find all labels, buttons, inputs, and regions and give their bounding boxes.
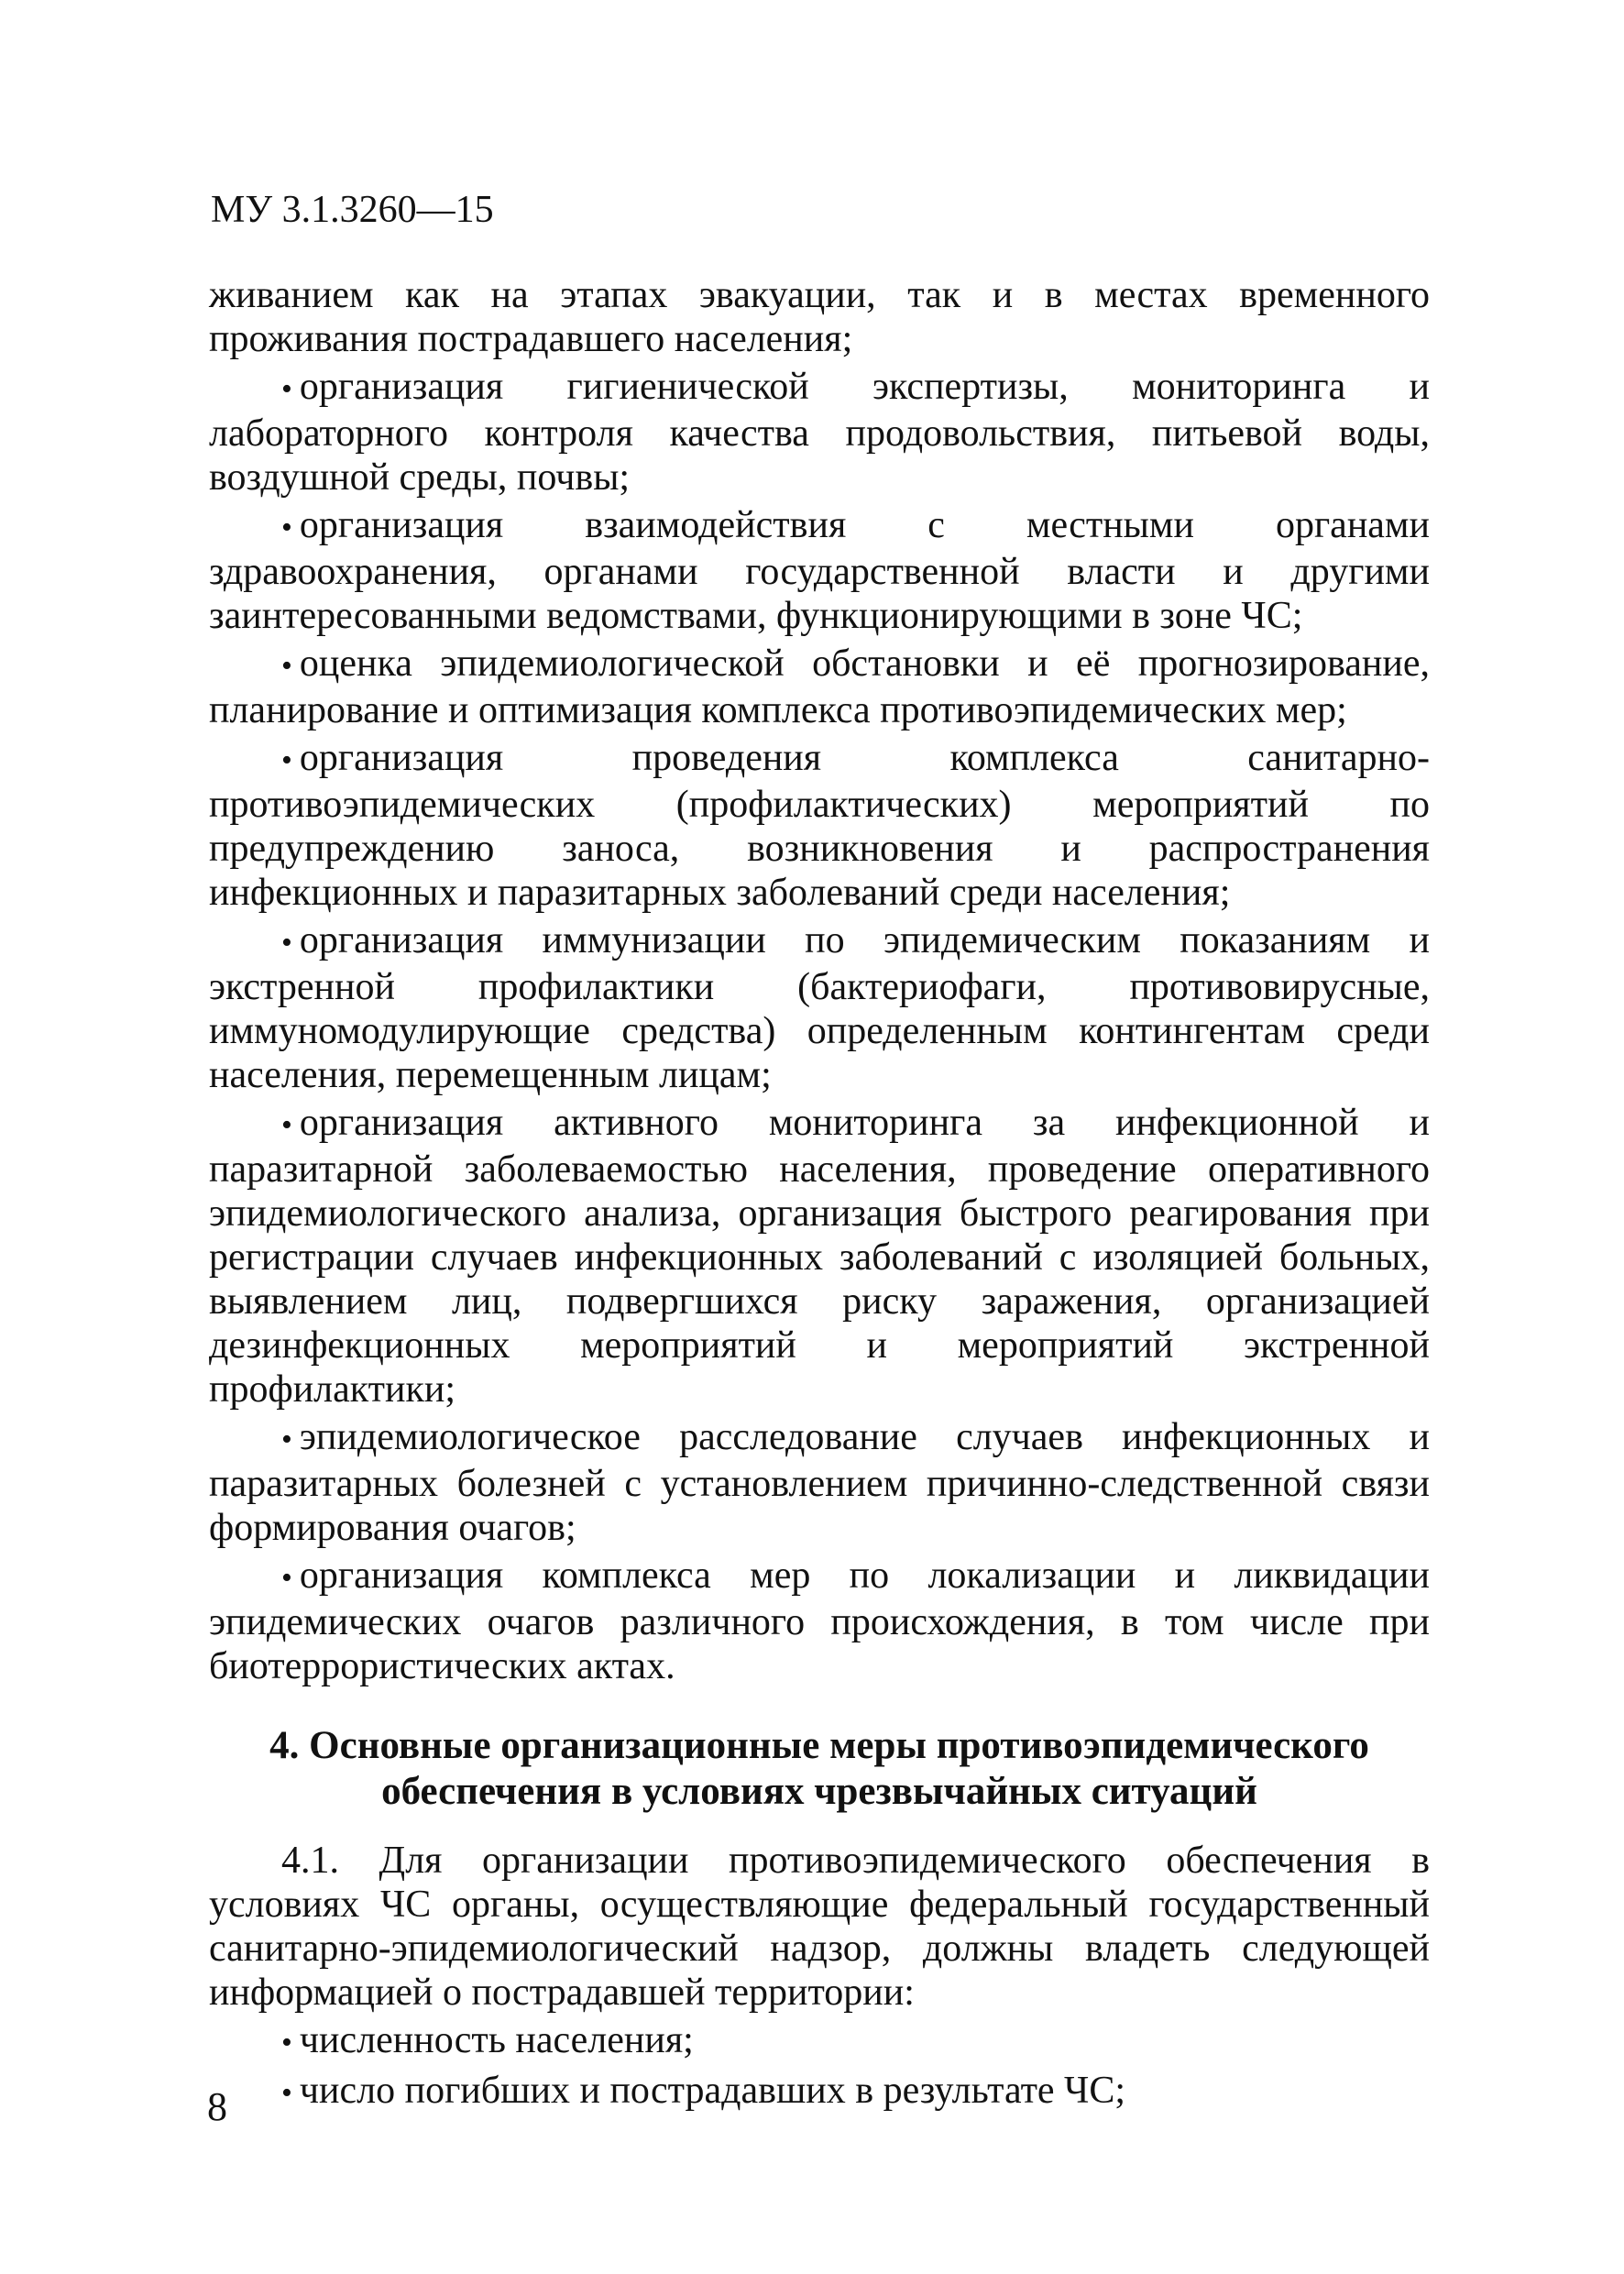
list-item	[209, 1554, 1430, 1688]
list-item	[209, 2069, 1430, 2115]
bullet-icon: •	[281, 649, 292, 683]
list-item-text: организация взаимодействия с местными органами здравоохранения, органами государственной власти и другими заинтересованными ведомствами, функционирующими в зоне ЧС;	[209, 504, 1430, 637]
list-item	[209, 1415, 1430, 1550]
bullet-icon: •	[281, 743, 292, 777]
bullet-icon: •	[281, 511, 292, 544]
list-item-text: численность населения;	[299, 2019, 694, 2061]
page-body	[209, 273, 1430, 2119]
list-item	[209, 2018, 1430, 2065]
list-item	[209, 736, 1430, 915]
list-item	[209, 365, 1430, 500]
bullet-icon: •	[281, 2026, 292, 2060]
section-heading-line-2: обеспечения в условиях чрезвычайных ситуаций	[381, 1770, 1257, 1813]
page-number: 8	[207, 2084, 227, 2129]
bullet-list-section	[209, 2018, 1430, 2115]
bullet-icon: •	[281, 372, 292, 406]
list-item-text: организация активного мониторинга за инфекционной и паразитарной заболеваемостью населения, проведение оперативного эпидемиологического анализа, организация быстрого реагирования при регистрации случаев инфекционных заболеваний с изоляцией больных, выявлением лиц, подвергшихся риску заражения, организацией дезинфекционных мероприятий и мероприятий экстренной профилактики;	[209, 1102, 1430, 1411]
section-heading-line-1: 4. Основные организационные меры противоэпидемического	[269, 1724, 1369, 1767]
bullet-icon: •	[281, 1423, 292, 1456]
list-item-text: организация комплекса мер по локализации и ликвидации эпидемических очагов различного происхождения, в том числе при биотеррористических актах.	[209, 1554, 1430, 1687]
list-item	[209, 1101, 1430, 1412]
list-item-text: организация иммунизации по эпидемическим показаниям и экстренной профилактики (бактериофаги, противовирусные, иммуномодулирующие средства) определенным контингентам среди населения, перемещенным лицам;	[209, 919, 1430, 1096]
list-item-text: организация гигиенической экспертизы, мониторинга и лабораторного контроля качества продовольствия, питьевой воды, воздушной среды, почвы;	[209, 366, 1430, 499]
section-heading	[209, 1723, 1430, 1815]
lead-paragraph: живанием как на этапах эвакуации, так и в местах временного проживания пострадавшего населения;	[209, 274, 1430, 360]
list-item-text: число погибших и пострадавших в результате ЧС;	[299, 2070, 1126, 2112]
running-header: МУ 3.1.3260—15	[211, 189, 494, 231]
paragraph-4-1: 4.1. Для организации противоэпидемического обеспечения в условиях ЧС органы, осуществляющие федеральный государственный санитарно-эпидемиологический надзор, должны владеть следующей информацией о пострадавшей территории:	[209, 1840, 1430, 2014]
list-item-text: организация проведения комплекса санитарно-противоэпидемических (профилактических) мероприятий по предупреждению заноса, возникновения и распространения инфекционных и паразитарных заболеваний среди населения;	[209, 737, 1430, 914]
bullet-icon: •	[281, 2076, 292, 2110]
list-item	[209, 503, 1430, 638]
bullet-icon: •	[281, 926, 292, 960]
list-item-text: оценка эпидемиологической обстановки и её прогнозирование, планирование и оптимизация комплекса противоэпидемических мер;	[209, 643, 1430, 731]
bullet-list-top	[209, 365, 1430, 1688]
bullet-icon: •	[281, 1108, 292, 1142]
bullet-icon: •	[281, 1561, 292, 1595]
list-item	[209, 918, 1430, 1097]
list-item-text: эпидемиологическое расследование случаев инфекционных и паразитарных болезней с установлением причинно-следственной связи формирования очагов;	[209, 1416, 1430, 1549]
list-item	[209, 642, 1430, 732]
